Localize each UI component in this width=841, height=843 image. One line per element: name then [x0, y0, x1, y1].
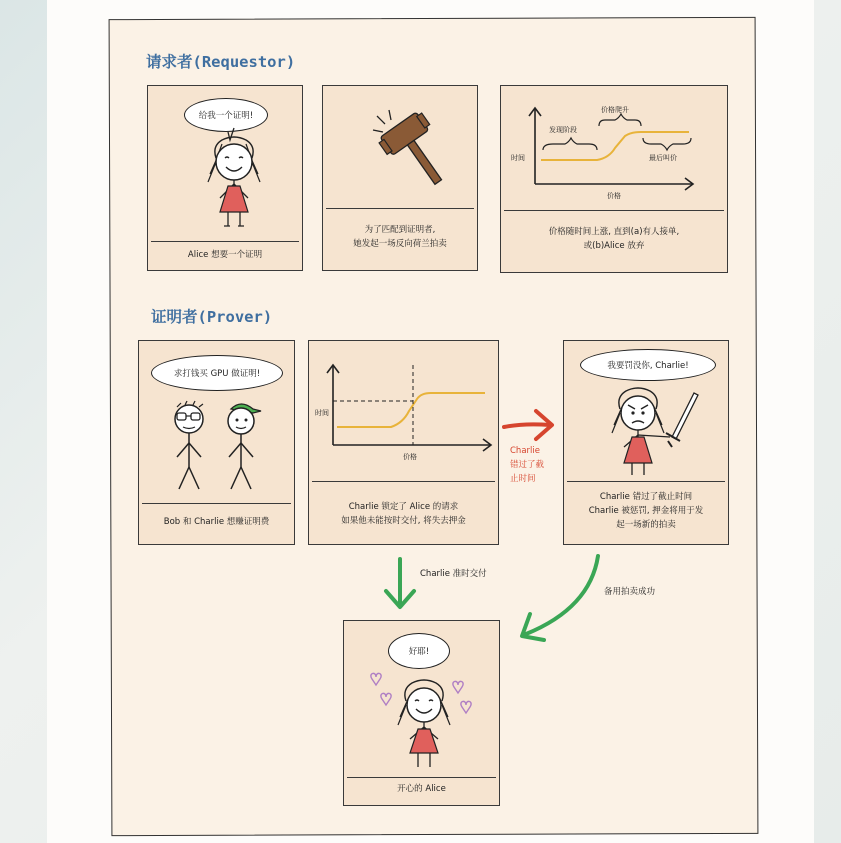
panel-bob-and-charlie	[138, 340, 295, 545]
panel-caption-line-2: Charlie 被惩罚, 押金将用于发	[588, 506, 704, 516]
speech-bubble	[580, 349, 716, 381]
panel-happy-alice	[343, 620, 500, 806]
bob-and-charlie-figures-icon	[159, 397, 279, 497]
bubble-text: 给我一个证明!	[198, 111, 254, 121]
missed-deadline-arrow-icon	[500, 405, 560, 445]
prover-section-title: 证明者(Prover)	[151, 308, 273, 326]
panel-caption: Alice 想要一个证明	[187, 250, 263, 260]
gavel-icon	[353, 106, 463, 196]
bubble-text: 好耶!	[408, 647, 430, 657]
happy-alice-figure-icon	[362, 665, 487, 775]
chart-x-axis-label: 价格	[403, 453, 417, 461]
chart-label-price-rise: 价格爬升	[601, 106, 629, 114]
requestor-section-title: 请求者(Requestor)	[146, 53, 296, 71]
missed-deadline-note	[510, 444, 544, 486]
chart-label-last-call: 最后叫价	[649, 154, 677, 162]
panel-caption-line-1: 价格随时间上涨, 直到(a)有人接单,	[548, 227, 680, 237]
panel-caption-line-2: 或(b)Alice 放弃	[583, 241, 645, 251]
bubble-text: 我要罚没你, Charlie!	[607, 361, 689, 371]
speech-bubble	[151, 355, 283, 391]
panel-divider	[151, 241, 299, 242]
angry-alice-with-sword-icon	[590, 381, 720, 481]
panel-alice-wants-proof	[147, 85, 303, 271]
panel-caption-line-1: Charlie 错过了截止时间	[599, 492, 693, 502]
panel-divider	[142, 503, 291, 504]
price-curve-chart	[501, 86, 729, 206]
backup-auction-arrow-icon	[512, 552, 612, 644]
alice-figure-icon	[178, 126, 278, 241]
panel-charlie-locked-request	[308, 340, 499, 545]
missed-deadline-line-2: 错过了截	[510, 460, 545, 470]
panel-divider	[504, 210, 724, 211]
speech-bubble	[388, 633, 450, 669]
panel-caption-line-1: 为了匹配到证明者,	[364, 225, 436, 235]
panel-caption-line-2: 她发起一场反向荷兰拍卖	[353, 239, 447, 249]
missed-deadline-line-3: 止时间	[510, 474, 536, 484]
panel-divider	[347, 777, 496, 778]
chart-x-axis-label: 价格	[607, 192, 621, 200]
panel-divider	[567, 481, 725, 482]
chart-y-axis-label: 时间	[511, 154, 525, 162]
panel-divider	[312, 481, 495, 482]
bubble-text: 求打钱买 GPU 做证明!	[173, 369, 261, 379]
on-time-arrow-icon	[378, 555, 422, 615]
on-time-note: Charlie 准时交付	[420, 569, 487, 579]
lock-price-chart	[309, 341, 500, 471]
panel-divider	[326, 208, 474, 209]
panel-caption: 开心的 Alice	[397, 784, 446, 794]
backup-auction-note: 备用拍卖成功	[604, 587, 656, 597]
panel-caption-line-2: 如果他未能按时交付, 将失去押金	[341, 516, 466, 526]
panel-price-rising-chart	[500, 85, 728, 273]
panel-caption: Bob 和 Charlie 想赚证明费	[163, 517, 270, 527]
panel-charlie-slashed	[563, 340, 729, 545]
chart-label-discovery: 发现阶段	[549, 126, 577, 134]
panel-reverse-auction	[322, 85, 478, 271]
panel-caption-line-1: Charlie 锁定了 Alice 的请求	[348, 502, 459, 512]
missed-deadline-line-1: Charlie	[510, 446, 540, 456]
chart-y-axis-label: 时间	[315, 409, 329, 417]
panel-caption-line-3: 起一场新的拍卖	[616, 520, 676, 530]
